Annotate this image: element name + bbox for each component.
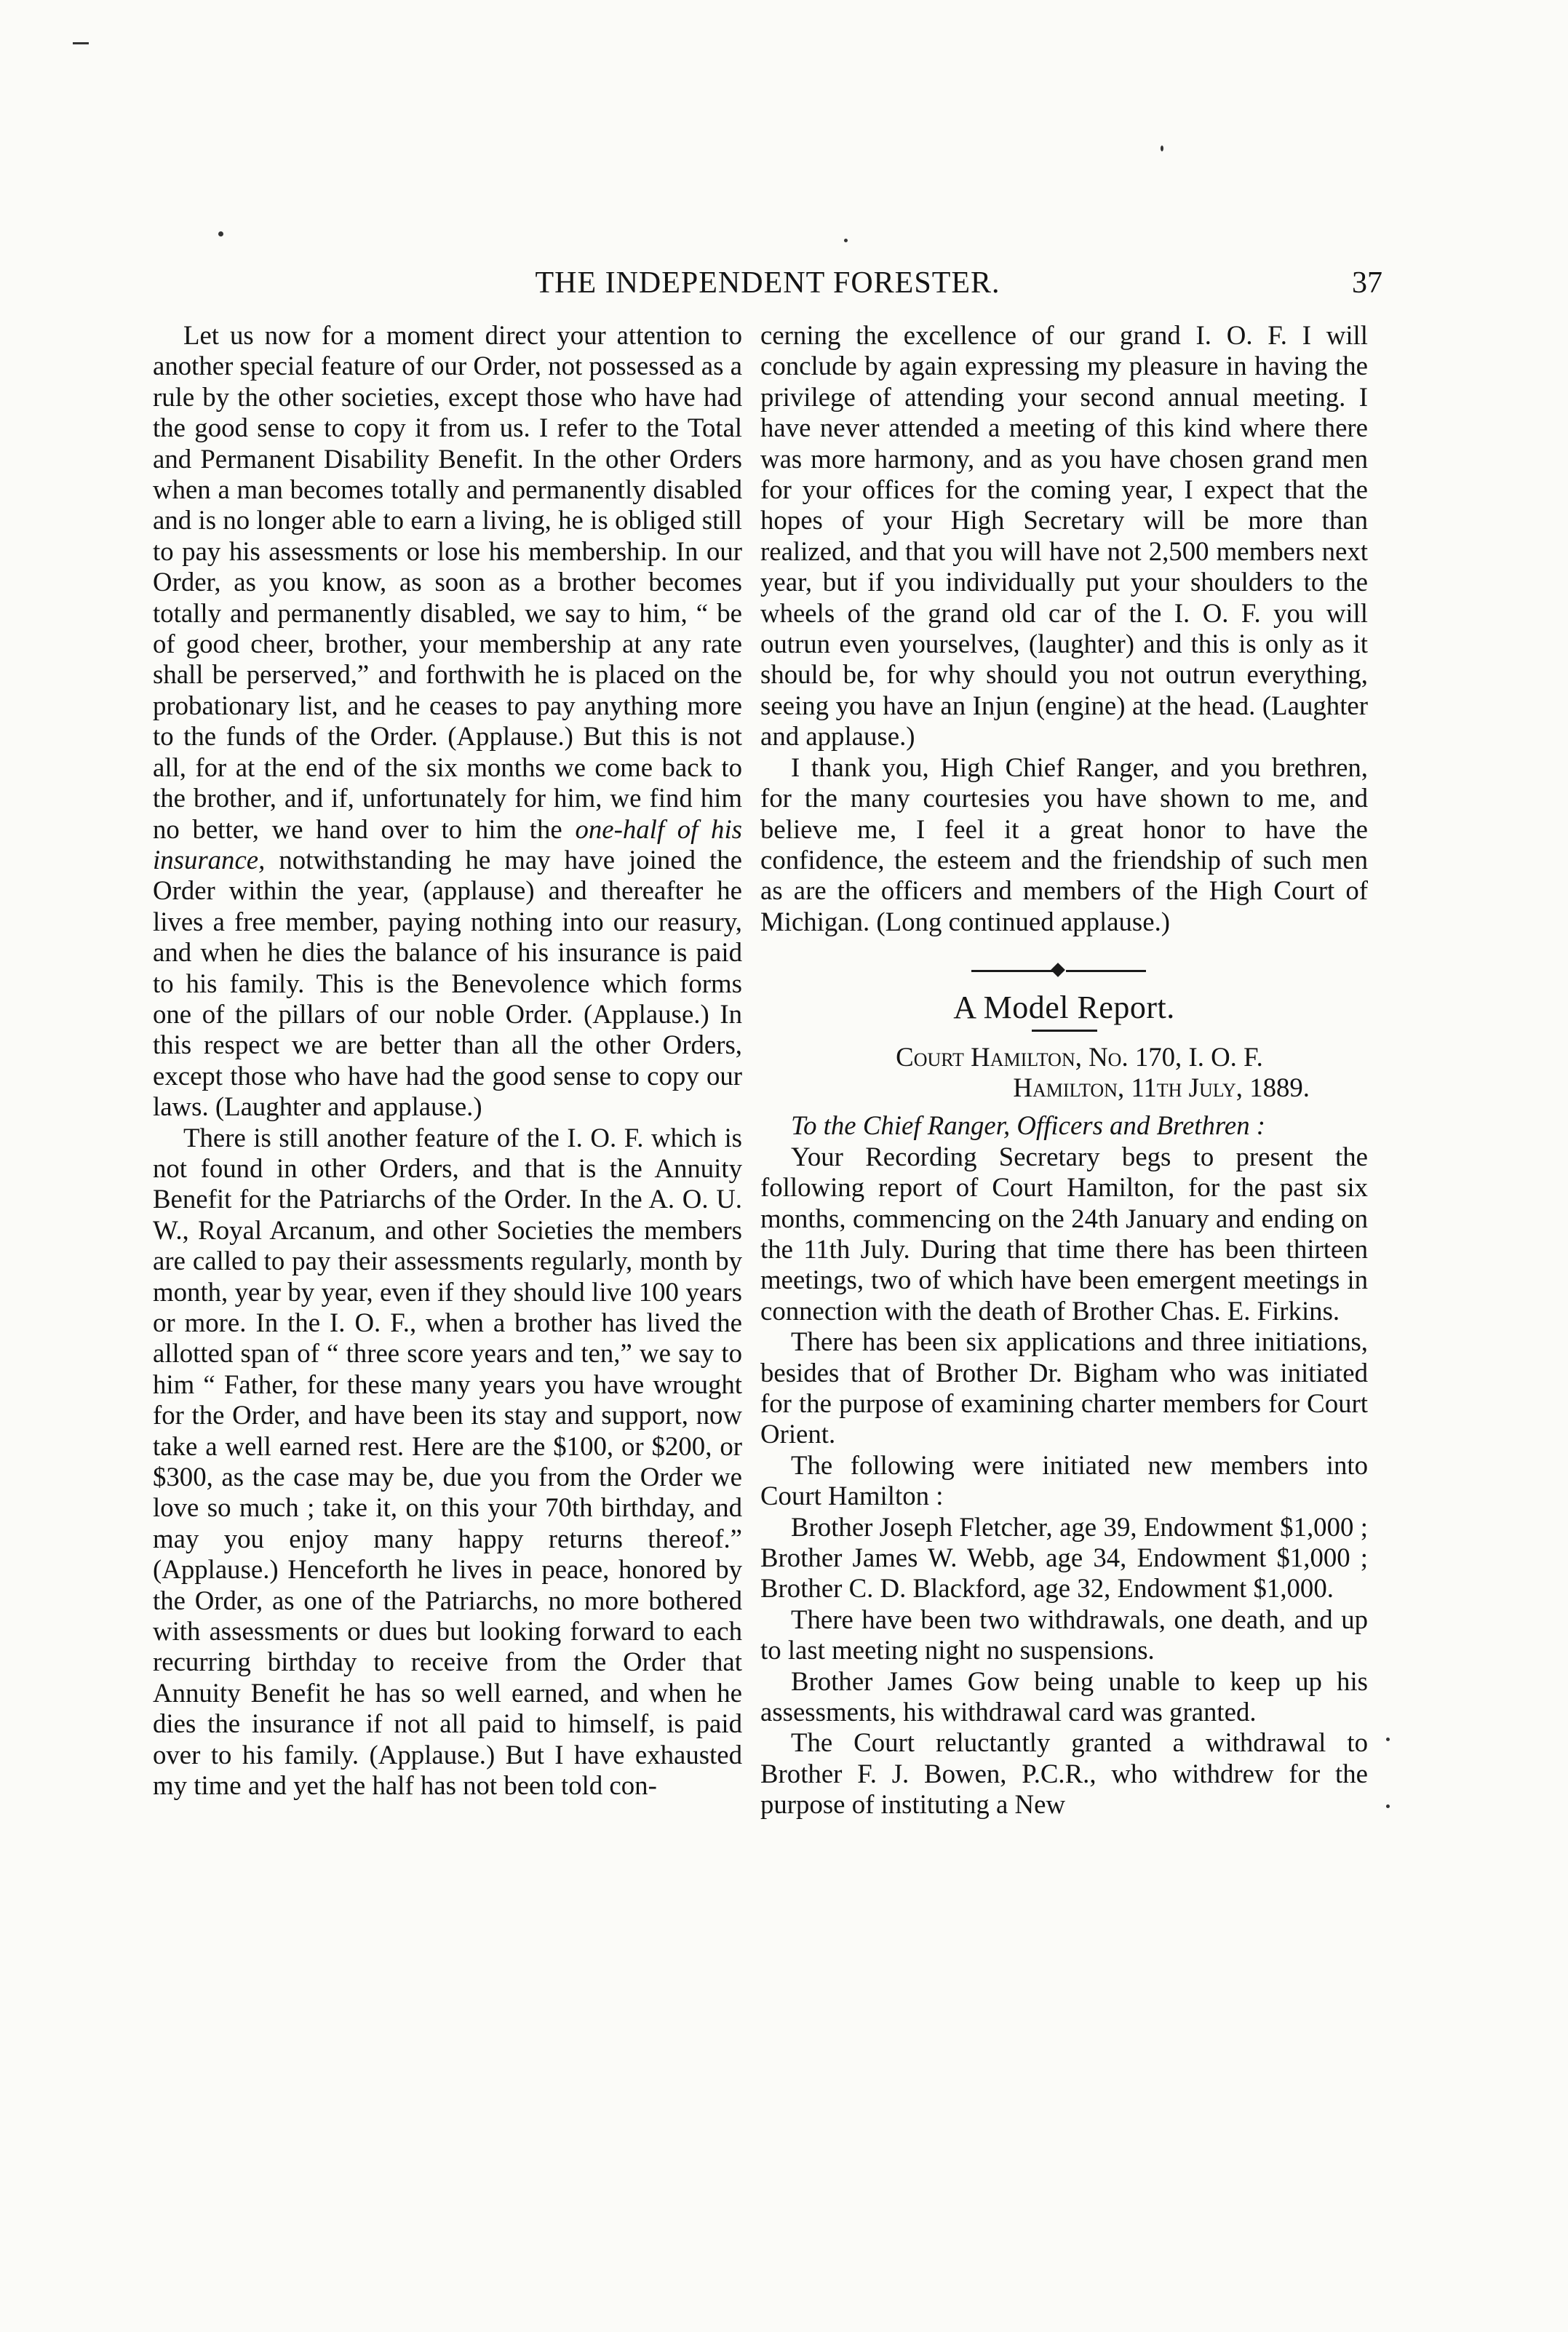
paragraph: The Court reluctantly granted a withdrawal to Brother F. J. Bowen, P.C.R., who withdrew for the purpose of instituting a New [760, 1727, 1368, 1820]
paragraph [153, 320, 742, 1123]
emphasis-text: one-half of his insurance, [153, 813, 743, 875]
paragraph: Your Recording Secretary begs to present the following report of Court Hamilton, for the past six months, commencing on the 24th January and ending on the 11th July. During that time there has been thirteen meetings, two of which have been emergent meetings in connection with the death of Brother Chas. E. Firkins. [760, 1141, 1368, 1326]
paragraph: There is still another feature of the I. O. F. which is not found in other Orders, and that is the Annuity Benefit for the Patriarchs of the Order. In the A. O. U. W., Royal Arcanum, and other Societies the members are called to pay their assessments regularly, month by month, year by year, even if they should live 100 years or more. In the I. O. F., when a brother has lived the allotted span of “ three score years and ten,” we say to him “ Father, for these many years you have wrought for the Order, and have been its stay and support, now take a well earned rest. Here are the $100, or $200, or $300, as the case may be, due you from the Order we love so much ; take it, on this your 70th birthday, and may you enjoy many happy returns thereof.” (Applause.) Henceforth he lives in peace, honored by the Order, as one of the Patriarchs, no more bothered with assessments or dues but looking forward to each recurring birthday to receive from the Order that Annuity Benefit he has so well earned, and when he dies the insurance if not all paid to himself, is paid over to his family. (Applause.) But I have exhausted my time and yet the half has not been told con- [153, 1122, 742, 1801]
left-column [153, 320, 742, 1802]
running-header [153, 258, 1382, 302]
paragraph: Brother James Gow being unable to keep up his assessments, his withdrawal card was granted. [760, 1666, 1368, 1727]
paragraph: There has been six applications and three initiations, besides that of Brother Dr. Bigham who was initiated for the purpose of examining charter members for Court Orient. [760, 1326, 1368, 1449]
salutation: To the Chief Ranger, Officers and Brethren : [791, 1110, 1266, 1141]
paragraph-text: notwithstanding he may have joined the Order within the year, (applause) and thereafter he lives a free member, paying nothing into our reasury, and when he dies the balance of his insurance is paid to his family. This is the Benevolence which forms one of the pillars of our noble Order. (Applause.) In this respect we are better than all the other Orders, except those who have had the good sense to copy our laws. (Laughter and applause.) [153, 844, 742, 1122]
right-column [760, 320, 1368, 1820]
journal-title: THE INDEPENDENT FORESTER. [535, 266, 1000, 300]
paragraph: The following were initiated new members into Court Hamilton : [760, 1449, 1368, 1511]
paragraph-text: Let us now for a moment direct your attention to another special feature of our Order, not possessed as a rule by the other societies, except those who have had the good sense to copy it from us. I refer to the Total and Permanent Disability Benefit. In the other Orders when a man becomes totally and permanently disabled and is no longer able to earn a living, he is obliged still to pay his assessments or lose his membership. In our Order, as you know, as soon as a brother becomes totally and permanently disabled, we say to him, “ be of good cheer, brother, your membership at any rate shall be perserved,” and forthwith he is placed on the probationary list, and he ceases to pay anything more to the funds of the Order. (Applause.) But this is not all, for at the end of the six months we come back to the brother, and if, unfortunately for him, we find him no better, we hand over to him the [153, 320, 742, 844]
court-address: Court Hamilton, No. 170, I. O. F. [896, 1041, 1263, 1072]
paragraph: There have been two withdrawals, one death, and up to last meeting night no suspensions. [760, 1604, 1368, 1666]
paragraph: Brother Joseph Fletcher, age 39, Endowment $1,000 ; Brother James W. Webb, age 34, Endowment $1,000 ; Brother C. D. Blackford, age 32, Endowment $1,000. [760, 1511, 1368, 1604]
title-rule [1032, 1030, 1097, 1032]
paragraph: cerning the excellence of our grand I. O. F. I will conclude by again expressing my pleasure in having the privilege of attending your second annual meeting. I have never attended a meeting of this kind where there was more harmony, and as you have chosen grand men for your offices for the coming year, I expect that the hopes of your High Secretary will be more than realized, and that you will have not 2,500 members next year, but if you individually put your shoulders to the wheels of the grand old car of the I. O. F. you will outrun even yourselves, (laughter) and this is only as it should be, for why should you not outrun everything, seeing you have an Injun (engine) at the head. (Laughter and applause.) [760, 320, 1368, 752]
page-number: 37 [1352, 266, 1382, 300]
section-title: A Model Report. [953, 990, 1175, 1026]
ornamental-divider [760, 963, 1368, 978]
report-date: Hamilton, 11th July, 1889. [1013, 1072, 1310, 1102]
paragraph: I thank you, High Chief Ranger, and you brethren, for the many courtesies you have shown to me, and believe me, I feel it a great honor to have the confidence, the esteem and the friendship of such men as are the officers and members of the High Court of Michigan. (Long continued applause.) [760, 752, 1368, 936]
